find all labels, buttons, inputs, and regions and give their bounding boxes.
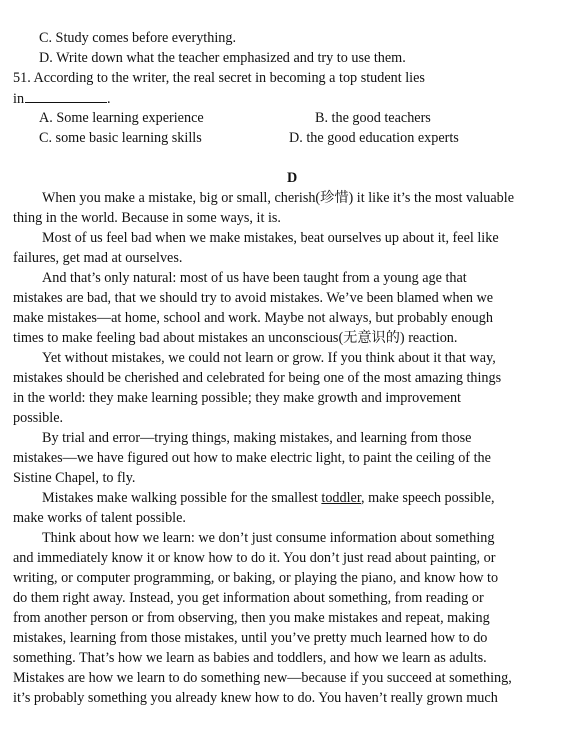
q50-option-c: C. Study comes before everything.	[39, 30, 237, 46]
passage-line: mistakes should be cherished and celebrated for being one of the most amazing things	[13, 370, 502, 386]
q51-option-a: A. Some learning experience	[39, 110, 204, 126]
passage-line: By trial and error—trying things, making mistakes, and learning from those	[42, 430, 472, 446]
q51-stem: 51. According to the writer, the real secret in becoming a top student lies	[13, 70, 425, 86]
passage-line: When you make a mistake, big or small, cherish(珍惜) it like it’s the most valuable	[42, 190, 515, 206]
q50-option-d: D. Write down what the teacher emphasized and try to use them.	[39, 50, 406, 66]
passage-line: mistakes—we have figured out how to make electric light, to paint the ceiling of the	[13, 450, 491, 466]
q51-stem-prefix: in	[13, 91, 25, 107]
passage-line: failures, get mad at ourselves.	[13, 250, 183, 266]
passage-text: Mistakes make walking possible for the smallest	[42, 490, 322, 506]
passage-line: Mistakes are how we learn to do something new—because if you succeed at something,	[13, 670, 512, 686]
passage-line: make works of talent possible.	[13, 510, 186, 526]
answer-blank	[25, 88, 107, 103]
passage-line: Think about how we learn: we don’t just consume information about something	[42, 530, 495, 546]
passage-line	[42, 488, 495, 508]
q51-option-c: C. some basic learning skills	[39, 130, 202, 146]
passage-line: from another person or from observing, then you make mistakes and repeat, making	[13, 610, 490, 626]
q51-stem-continued	[13, 88, 111, 109]
q51-option-d: D. the good education experts	[289, 130, 459, 146]
passage-line: writing, or computer programming, or baking, or playing the piano, and know how to	[13, 570, 499, 586]
passage-line: possible.	[13, 410, 64, 426]
passage-line: Sistine Chapel, to fly.	[13, 470, 136, 486]
passage-line: mistakes are bad, that we should try to avoid mistakes. We’ve been blamed when we	[13, 290, 494, 306]
passage-line: make mistakes—at home, school and work. Maybe not always, but probably enough	[13, 310, 493, 326]
passage-line: in the world: they make learning possible; they make growth and improvement	[13, 390, 461, 406]
passage-text: , make speech possible,	[361, 490, 495, 506]
passage-line: do them right away. Instead, you get information about something, from reading or	[13, 590, 484, 606]
passage-line: and immediately know it or know how to do it. You don’t just read about painting, or	[13, 550, 496, 566]
passage-heading: D	[287, 170, 298, 186]
passage-line: it’s probably something you already knew how to do. You haven’t really grown much	[13, 690, 498, 706]
passage-line: thing in the world. Because in some ways, it is.	[13, 210, 281, 226]
q51-stem-suffix: .	[107, 91, 111, 107]
q51-option-b: B. the good teachers	[315, 110, 431, 126]
passage-line: And that’s only natural: most of us have been taught from a young age that	[42, 270, 467, 286]
passage-line: Yet without mistakes, we could not learn or grow. If you think about it that way,	[42, 350, 496, 366]
passage-line: mistakes, learning from those mistakes, until you’ve pretty much learned how to do	[13, 630, 488, 646]
passage-line: Most of us feel bad when we make mistakes, beat ourselves up about it, feel like	[42, 230, 499, 246]
passage-line: times to make feeling bad about mistakes an unconscious(无意识的) reaction.	[13, 330, 458, 346]
passage-line: something. That’s how we learn as babies and toddlers, and how we learn as adults.	[13, 650, 487, 666]
underlined-word: toddler	[321, 490, 361, 506]
